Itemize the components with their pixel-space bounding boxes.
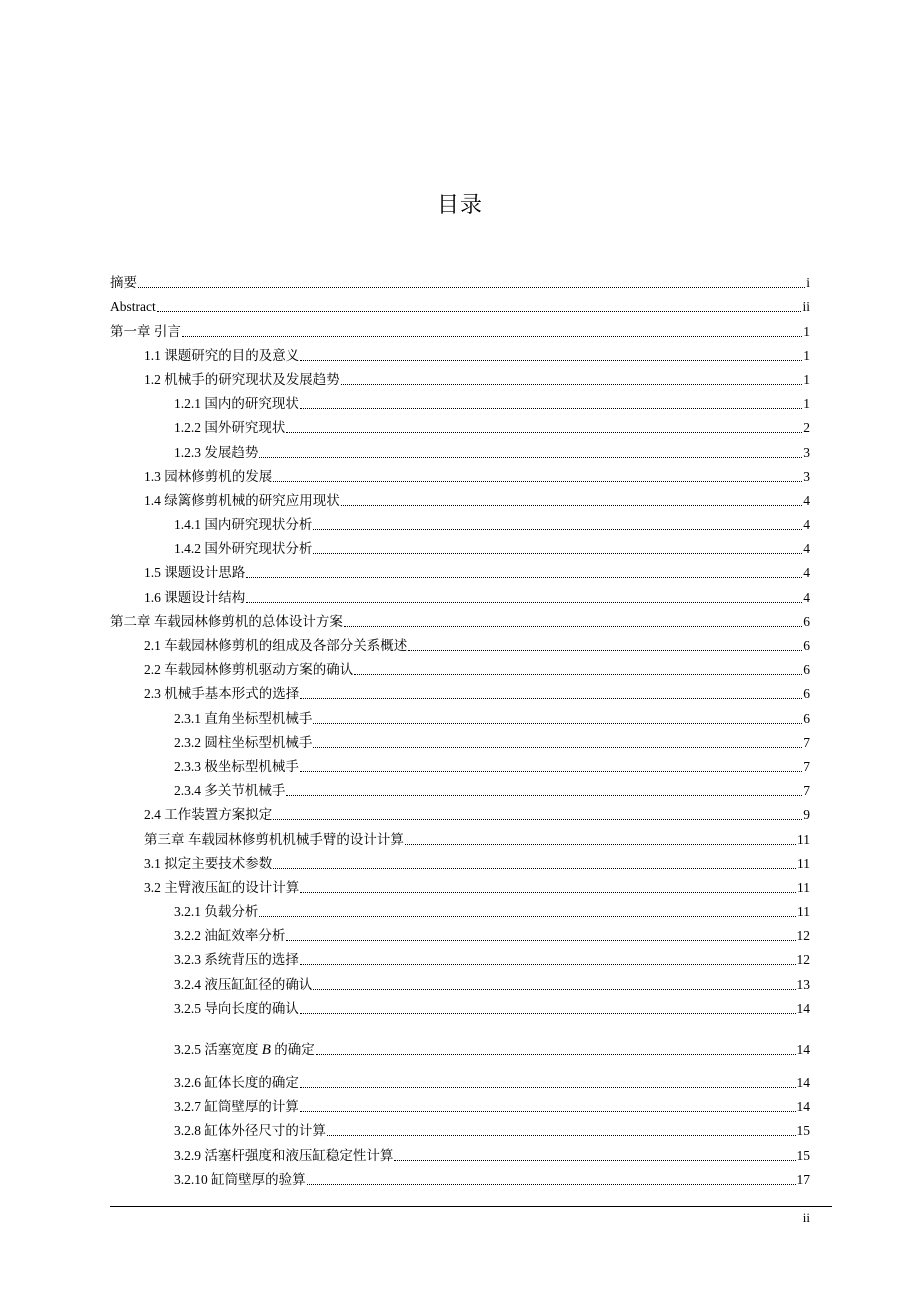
toc-entry[interactable] <box>110 557 810 581</box>
toc-entry-title-text: 3.2.5 活塞宽度 <box>174 1041 262 1057</box>
toc-entry-title-text: Abstract <box>110 299 156 315</box>
toc-leader-dots <box>354 664 802 675</box>
toc-leader-dots <box>286 785 802 796</box>
toc-entry-title-text: 3.2.8 缸体外径尺寸的计算 <box>174 1123 326 1139</box>
toc-page-number: 14 <box>796 1041 810 1057</box>
toc-entry[interactable] <box>110 1115 810 1139</box>
toc-entry[interactable] <box>110 340 810 364</box>
toc-entry-title <box>144 590 245 606</box>
toc-entry[interactable] <box>110 509 810 533</box>
toc-entry[interactable] <box>110 388 810 412</box>
toc-leader-dots <box>273 471 802 482</box>
toc-leader-dots <box>300 954 796 965</box>
toc-entry-title <box>144 686 299 702</box>
toc-entry-title <box>174 517 312 533</box>
toc-page-number: ii <box>802 299 810 315</box>
toc-page-number: 4 <box>803 589 810 605</box>
toc-entry-title <box>174 420 285 436</box>
toc-entry[interactable] <box>110 412 810 436</box>
toc-entry[interactable] <box>110 678 810 702</box>
toc-entry[interactable] <box>110 799 810 823</box>
toc-page-number: 12 <box>796 952 810 968</box>
toc-entry[interactable] <box>110 968 810 992</box>
toc-page-number: 13 <box>796 976 810 992</box>
toc-leader-dots <box>408 640 802 651</box>
page-title: 目录 <box>436 193 483 218</box>
toc-page-number: 7 <box>803 734 810 750</box>
toc-leader-dots <box>327 1125 796 1136</box>
toc-entry-title-text: 3.2.4 液压缸缸径的确认 <box>174 976 313 992</box>
toc-entry-title <box>174 783 285 799</box>
toc-page-number: 11 <box>797 879 810 895</box>
toc-entry-title-text: 3.2.2 油缸效率分析 <box>174 928 286 944</box>
toc-entry-title <box>174 396 299 412</box>
toc-entry[interactable] <box>110 581 810 605</box>
toc-entry-title <box>110 324 181 340</box>
toc-entry-title <box>144 493 340 509</box>
toc-entry-title-text: 3.2 主臂液压缸的设计计算 <box>144 879 300 895</box>
toc-entry[interactable] <box>110 606 810 630</box>
toc-entry[interactable] <box>110 1017 810 1058</box>
toc-page-number: 7 <box>803 758 810 774</box>
toc-entry-title <box>174 928 285 944</box>
toc-page-number: 9 <box>803 807 810 823</box>
toc-page-number: 11 <box>797 831 810 847</box>
toc-leader-dots <box>300 688 802 699</box>
toc-entry[interactable] <box>110 436 810 460</box>
footer-page-number: ii <box>802 1210 810 1225</box>
toc-leader-dots <box>313 519 802 530</box>
toc-entry-title-text: 2.1 车载园林修剪机的组成及各部分关系概述 <box>144 638 408 653</box>
toc-leader-dots <box>300 1077 796 1088</box>
toc-entry-title <box>174 1001 299 1017</box>
toc-page-number: 17 <box>796 1171 810 1187</box>
toc-entry-title <box>174 1099 299 1115</box>
toc-entry-title-text: 2.4 工作装置方案拟定 <box>144 807 273 823</box>
toc-entry-title-text: 3.2.10 缸筒壁厚的验算 <box>174 1171 306 1187</box>
toc-page-number: 4 <box>803 517 810 533</box>
toc-entry-title <box>174 977 312 993</box>
footer-divider <box>110 1206 832 1207</box>
toc-page-number: 4 <box>803 492 810 508</box>
toc-entry-title-suffix: 的确定 <box>270 1041 315 1057</box>
toc-leader-dots <box>313 979 795 990</box>
toc-leader-dots <box>341 495 803 506</box>
toc-page-number: 11 <box>797 855 810 871</box>
toc-entry[interactable] <box>110 485 810 509</box>
toc-entry-title-text: 1.2.3 发展趋势 <box>174 444 259 460</box>
toc-entry-title <box>110 275 137 291</box>
toc-entry[interactable] <box>110 461 810 485</box>
toc-entry-symbol: B <box>261 1041 271 1058</box>
toc-entry-title-text: 2.2 车载园林修剪机驱动方案的确认 <box>144 662 354 678</box>
toc-entry[interactable] <box>110 1067 810 1091</box>
toc-entry-title-text: 3.2.7 缸筒壁厚的计算 <box>174 1099 299 1115</box>
toc-leader-dots <box>300 1101 796 1112</box>
toc-entry-title <box>174 1148 393 1164</box>
toc-entry-title-text: 2.3.2 圆柱坐标型机械手 <box>174 734 313 750</box>
toc-entry-title <box>174 735 312 751</box>
toc-entry-title-text: 1.2.2 国外研究现状 <box>174 420 286 436</box>
toc-entry-title <box>144 372 340 388</box>
toc-entry-title-text: 1.1 课题研究的目的及意义 <box>144 347 300 363</box>
toc-entry[interactable] <box>110 944 810 968</box>
toc-entry-title-text: 1.3 园林修剪机的发展 <box>144 468 273 484</box>
toc-entry-title <box>174 1042 315 1058</box>
toc-entry-title <box>110 614 343 630</box>
toc-page-number: 14 <box>796 1099 810 1115</box>
toc-entry-title-text: 第三章 车载园林修剪机机械手臂的设计计算 <box>144 831 404 847</box>
toc-entry-title <box>174 1172 306 1188</box>
toc-leader-dots <box>316 1044 796 1055</box>
toc-entry-title <box>144 807 272 823</box>
toc-entry[interactable] <box>110 630 810 654</box>
toc-page-number: 1 <box>803 396 810 412</box>
toc-entry-title <box>144 348 299 364</box>
toc-entry-title-text: 3.2.6 缸体长度的确定 <box>174 1075 299 1090</box>
toc-entry-title-text: 第二章 车载园林修剪机的总体设计方案 <box>110 613 343 629</box>
toc-entry-title-text: 1.4.2 国外研究现状分析 <box>174 541 313 557</box>
toc-entry-title <box>174 541 312 557</box>
toc-entry-title <box>174 445 258 461</box>
toc-leader-dots <box>286 930 795 941</box>
toc-leader-dots <box>313 543 802 554</box>
toc-entry-title <box>144 469 272 485</box>
toc-entry[interactable] <box>110 993 810 1017</box>
toc-entry-title <box>174 1075 299 1091</box>
toc-page-number: 14 <box>796 1075 810 1090</box>
toc-entry-title-text: 3.1 拟定主要技术参数 <box>144 855 273 871</box>
toc-page-number: 15 <box>796 1123 810 1139</box>
toc-entry-title-text: 1.4 绿篱修剪机械的研究应用现状 <box>144 492 340 508</box>
toc-page-number: 14 <box>796 1000 810 1016</box>
toc-entry-title-text: 2.3 机械手基本形式的选择 <box>144 686 300 702</box>
toc-page-number: 6 <box>803 686 810 702</box>
toc-entry-title-text: 第一章 引言 <box>110 323 181 339</box>
toc-leader-dots <box>182 326 802 337</box>
toc-page-number: 2 <box>803 420 810 436</box>
toc-page-number: 3 <box>803 468 810 484</box>
toc-leader-dots <box>286 422 802 433</box>
toc-leader-dots <box>344 616 802 627</box>
table-of-contents <box>110 267 810 1188</box>
toc-entry-title <box>144 638 407 654</box>
toc-page-number: 4 <box>803 565 810 581</box>
toc-leader-dots <box>300 1003 796 1014</box>
toc-leader-dots <box>300 398 802 409</box>
toc-leader-dots <box>138 277 805 288</box>
toc-page-number: 3 <box>803 444 810 460</box>
toc-entry-title-text: 1.5 课题设计思路 <box>144 565 246 581</box>
toc-leader-dots <box>273 809 802 820</box>
toc-leader-dots <box>405 834 796 845</box>
toc-leader-dots <box>307 1174 796 1185</box>
toc-entry-title <box>144 832 404 848</box>
toc-entry-title-text: 3.2.1 负载分析 <box>174 904 259 920</box>
toc-entry[interactable] <box>110 823 810 847</box>
toc-page-number: i <box>806 275 810 291</box>
toc-entry-title-text: 摘要 <box>110 275 137 291</box>
toc-page-number: 1 <box>803 347 810 363</box>
toc-entry[interactable] <box>110 1091 810 1115</box>
toc-page-number: 11 <box>797 904 810 920</box>
toc-entry-title <box>144 880 299 896</box>
toc-leader-dots <box>246 592 802 603</box>
toc-entry[interactable] <box>110 654 810 678</box>
toc-entry-title <box>144 565 245 581</box>
toc-page-number: 12 <box>796 928 810 944</box>
toc-page-number: 4 <box>803 541 810 557</box>
toc-entry-title-text: 3.2.5 导向长度的确认 <box>174 1000 299 1016</box>
toc-leader-dots <box>300 761 802 772</box>
toc-entry-title <box>174 904 258 920</box>
toc-entry-title <box>174 711 312 727</box>
toc-leader-dots <box>246 567 802 578</box>
toc-page-number: 1 <box>803 323 810 339</box>
toc-leader-dots <box>300 350 802 361</box>
toc-leader-dots <box>394 1150 795 1161</box>
toc-entry[interactable] <box>110 872 810 896</box>
toc-entry-title <box>174 952 299 968</box>
toc-entry[interactable] <box>110 702 810 726</box>
toc-entry-title-text: 1.4.1 国内研究现状分析 <box>174 517 313 533</box>
toc-entry-title-text: 1.2 机械手的研究现状及发展趋势 <box>144 371 340 387</box>
toc-entry[interactable] <box>110 896 810 920</box>
toc-entry-title-text: 2.3.4 多关节机械手 <box>174 783 286 799</box>
toc-leader-dots <box>273 858 796 869</box>
toc-page-number: 7 <box>803 783 810 799</box>
toc-entry[interactable] <box>110 267 810 291</box>
toc-leader-dots <box>259 447 802 458</box>
toc-entry[interactable] <box>110 1139 810 1163</box>
toc-page-number: 1 <box>803 371 810 387</box>
toc-entry[interactable] <box>110 364 810 388</box>
toc-page-number: 6 <box>803 613 810 629</box>
toc-entry[interactable] <box>110 727 810 751</box>
toc-page-number: 15 <box>796 1147 810 1163</box>
toc-entry[interactable] <box>110 920 810 944</box>
toc-leader-dots <box>259 906 796 917</box>
toc-entry-title-text: 3.2.3 系统背压的选择 <box>174 952 299 968</box>
toc-entry-title <box>144 662 353 678</box>
toc-leader-dots <box>313 713 802 724</box>
toc-page-number: 6 <box>803 710 810 726</box>
toc-entry-title <box>174 759 299 775</box>
toc-entry-title <box>110 299 156 315</box>
toc-page-number: 6 <box>803 662 810 678</box>
toc-page-number: 6 <box>803 638 810 653</box>
toc-leader-dots <box>300 882 796 893</box>
toc-entry-title-text: 1.6 课题设计结构 <box>144 589 246 605</box>
toc-entry-title-text: 3.2.9 活塞杆强度和液压缸稳定性计算 <box>174 1147 394 1163</box>
toc-entry-title <box>174 1123 326 1139</box>
toc-leader-dots <box>157 301 802 312</box>
toc-entry[interactable] <box>110 533 810 557</box>
toc-entry[interactable] <box>110 315 810 339</box>
toc-entry[interactable] <box>110 1164 810 1188</box>
toc-entry-title <box>144 856 272 872</box>
toc-entry[interactable] <box>110 775 810 799</box>
toc-entry-title-text: 2.3.3 极坐标型机械手 <box>174 758 299 774</box>
toc-entry-title-text: 2.3.1 直角坐标型机械手 <box>174 710 313 726</box>
toc-leader-dots <box>313 737 802 748</box>
toc-entry-title-text: 1.2.1 国内的研究现状 <box>174 396 299 412</box>
toc-entry[interactable] <box>110 291 810 315</box>
toc-entry[interactable] <box>110 848 810 872</box>
toc-entry[interactable] <box>110 751 810 775</box>
toc-leader-dots <box>341 374 803 385</box>
